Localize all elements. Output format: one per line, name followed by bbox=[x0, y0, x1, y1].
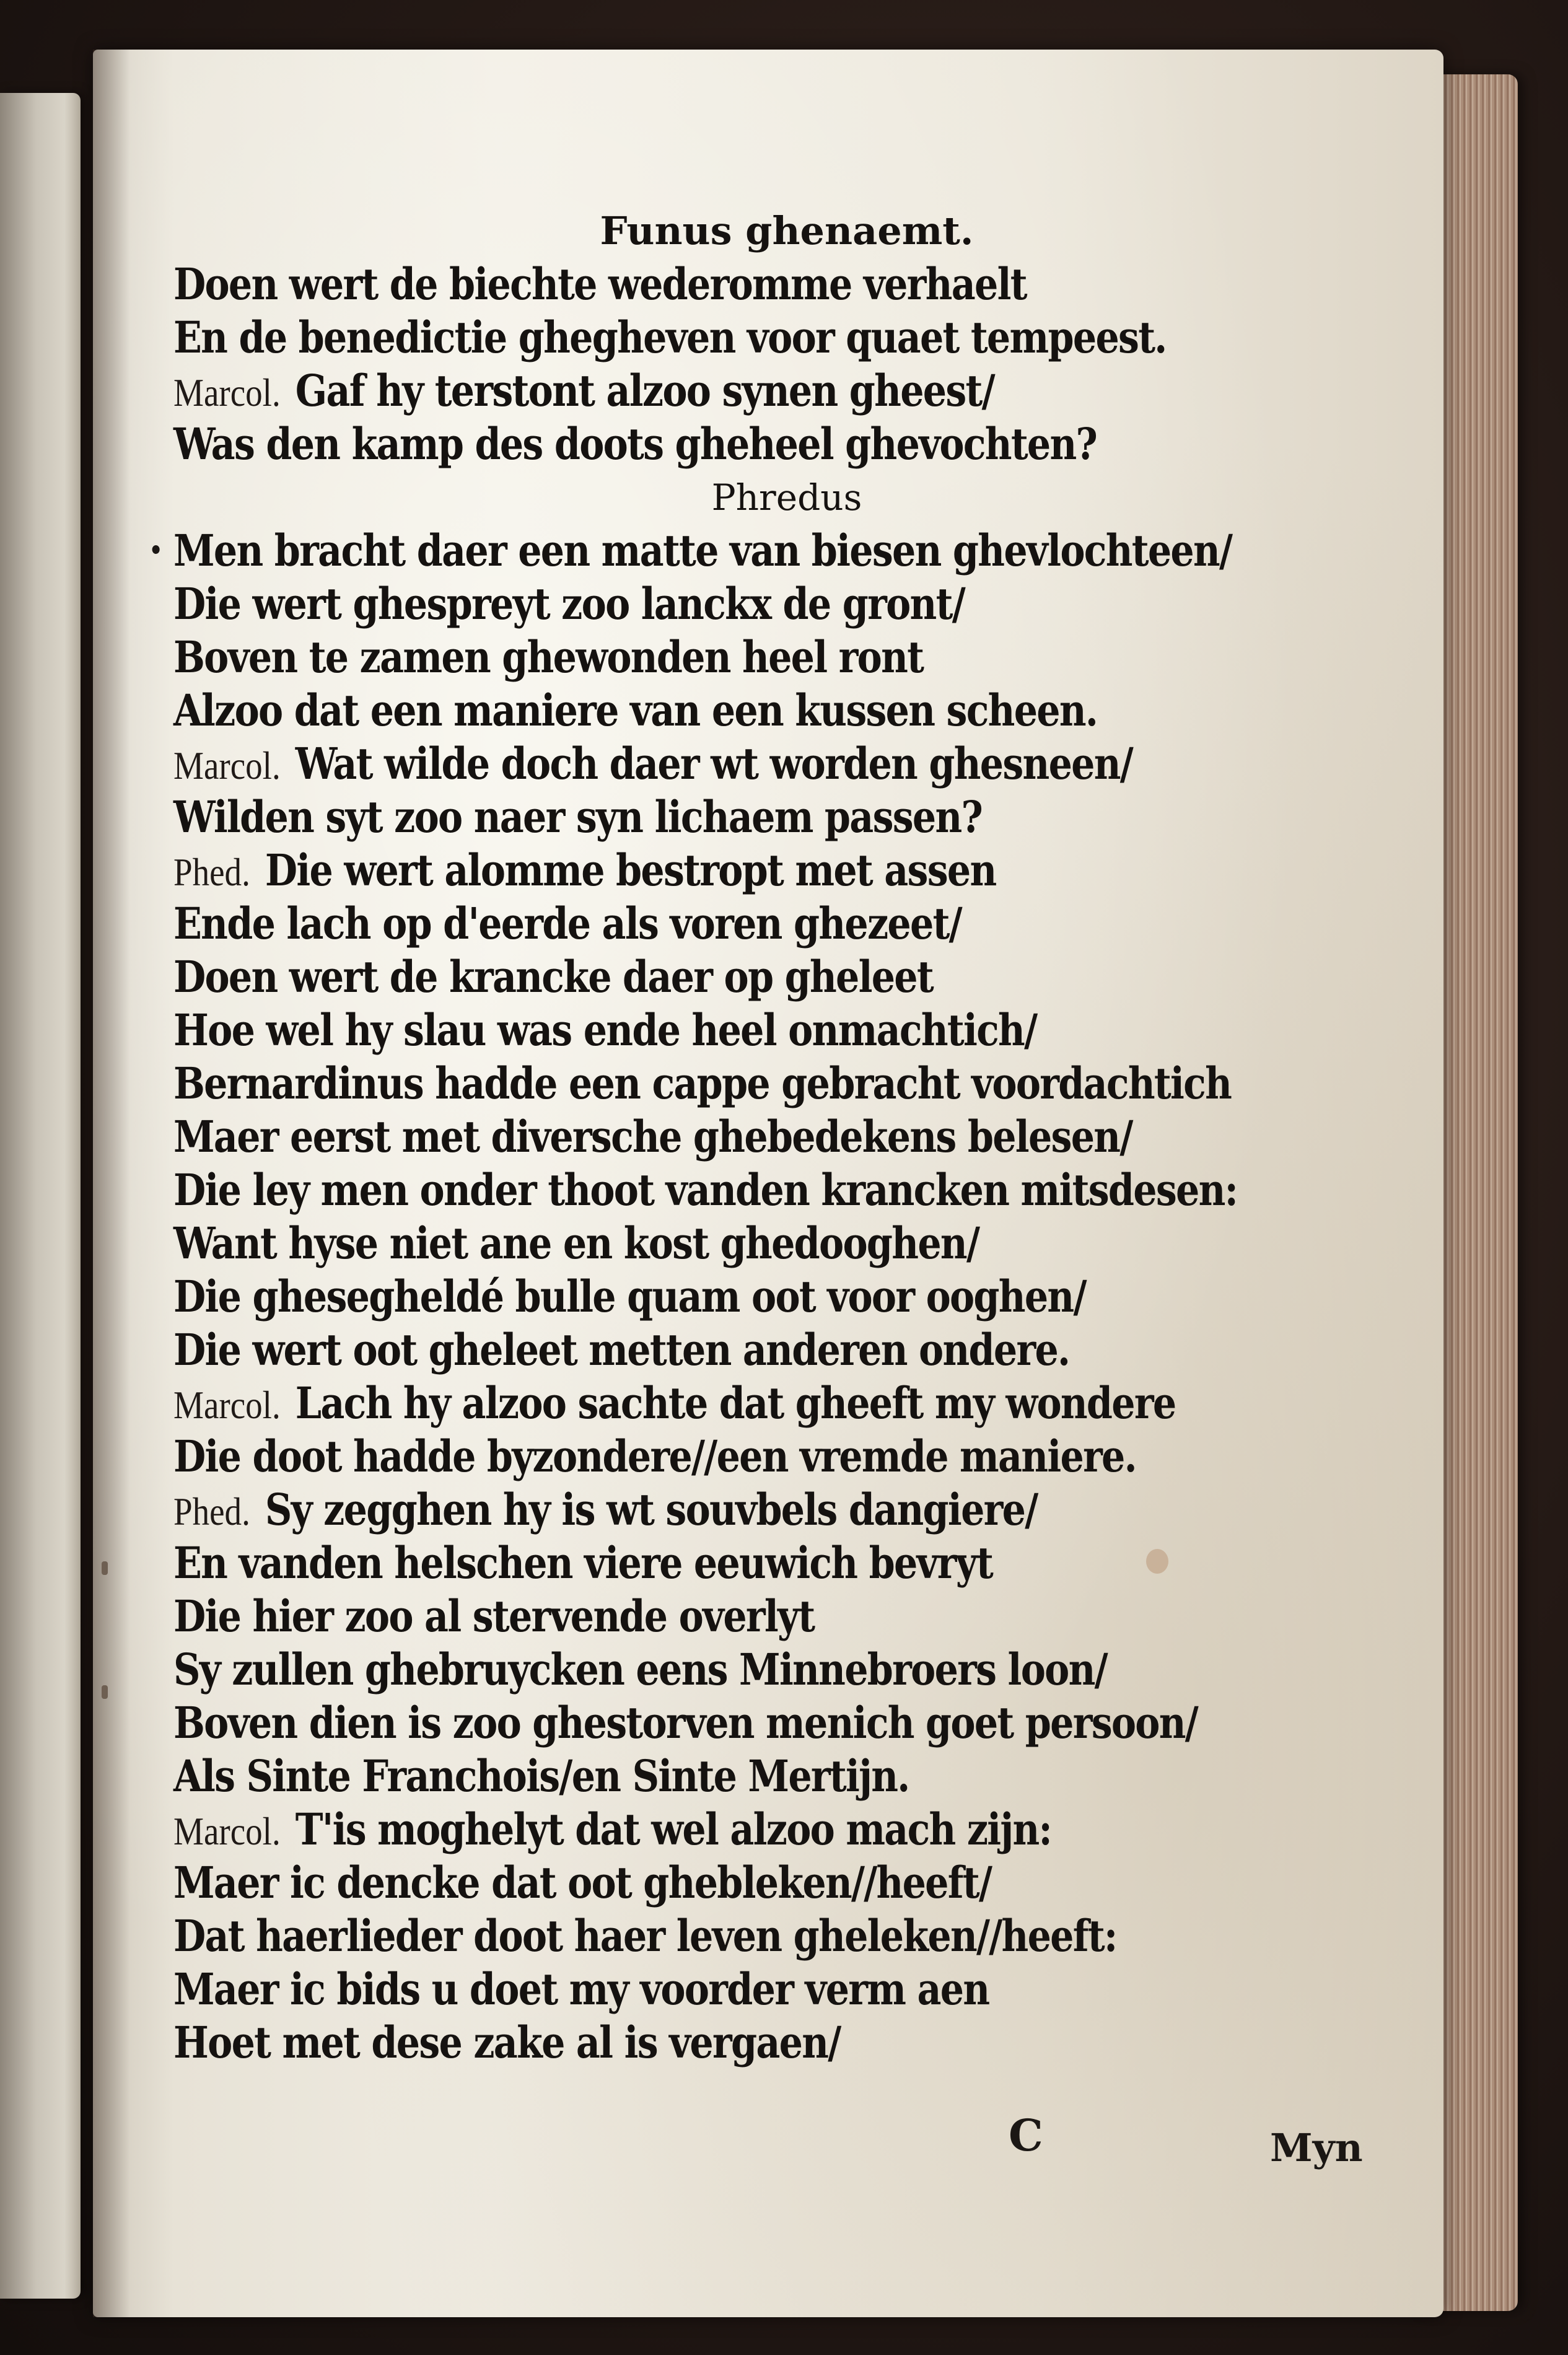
verse-text: Boven dien is zoo ghestorven menich goet persoon/ bbox=[173, 1697, 1198, 1748]
verse-line bbox=[173, 1963, 1229, 2016]
verse-line bbox=[173, 258, 1229, 311]
verse-text: Boven te zamen ghewonden heel ront bbox=[173, 631, 924, 683]
verse-line bbox=[173, 1803, 1229, 1856]
verse-line bbox=[173, 791, 1229, 844]
speaker-label: Marcol. bbox=[173, 1809, 281, 1853]
verse-text: Die ghesegheldé bulle quam oot voor ooghen/ bbox=[173, 1271, 1086, 1322]
verse-line bbox=[173, 2016, 1229, 2069]
verse-text: Bernardinus hadde een cappe gebracht voordachtich bbox=[173, 1058, 1232, 1109]
verse-text: Was den kamp des doots gheheel ghevochten? bbox=[173, 418, 1097, 470]
verse-text: Die ley men onder thoot vanden krancken mitsdesen: bbox=[173, 1164, 1238, 1216]
verse-text: Sy zegghen hy is wt souvbels dangiere/ bbox=[265, 1484, 1038, 1535]
verse-line bbox=[173, 1377, 1229, 1430]
verse-text: Maer ic dencke dat oot ghebleken//heeft/ bbox=[173, 1857, 992, 1908]
verse-text: Dat haerlieder doot haer leven gheleken//heeft: bbox=[173, 1910, 1117, 1962]
verse-line bbox=[173, 1856, 1229, 1910]
verse-text: Doen wert de biechte wederomme verhaelt bbox=[173, 258, 1027, 310]
verse-text: En vanden helschen viere eeuwich bevryt bbox=[173, 1537, 993, 1589]
verse-line bbox=[173, 631, 1229, 684]
verse-text: Die doot hadde byzondere//een vremde maniere. bbox=[173, 1431, 1136, 1482]
verse-line bbox=[173, 418, 1229, 471]
verse-text: Wilden syt zoo naer syn lichaem passen? bbox=[173, 791, 983, 843]
signature-mark: C bbox=[1009, 2110, 1043, 2161]
facing-page-edge bbox=[0, 93, 81, 2299]
speaker-label: Marcol. bbox=[173, 371, 281, 414]
verse-text: En de benedictie ghegheven voor quaet tempeest. bbox=[173, 312, 1167, 363]
verse-line bbox=[173, 1164, 1238, 1217]
verse-line bbox=[173, 844, 1229, 897]
verse-line bbox=[173, 1483, 1229, 1537]
verse-text: Gaf hy terstont alzoo synen gheest/ bbox=[295, 365, 994, 416]
verse-line bbox=[173, 897, 1229, 950]
verse-text: Want hyse niet ane en kost ghedooghen/ bbox=[173, 1217, 979, 1269]
verse-line bbox=[173, 737, 1229, 791]
verse-text: T'is moghelyt dat wel alzoo mach zijn: bbox=[295, 1804, 1052, 1855]
verse-line bbox=[173, 364, 1229, 418]
verse-text: Als Sinte Franchois/en Sinte Mertijn. bbox=[173, 1750, 909, 1802]
verse-text: Alzoo dat een maniere van een kussen scheen. bbox=[173, 685, 1098, 736]
verse-text: Die hier zoo al stervende overlyt bbox=[173, 1590, 815, 1642]
verse-line bbox=[173, 1057, 1232, 1110]
verse-text: Doen wert de krancke daer op gheleet bbox=[173, 951, 933, 1002]
text-block bbox=[173, 204, 1400, 2069]
verse-line bbox=[173, 684, 1229, 737]
verse-text: Hoe wel hy slau was ende heel onmachtich/ bbox=[173, 1004, 1037, 1056]
verse-text: Maer ic bids u doet my voorder verm aen bbox=[173, 1963, 989, 2015]
binding-stitch bbox=[102, 1561, 108, 1575]
verse-line bbox=[173, 1110, 1229, 1164]
book-page bbox=[93, 50, 1443, 2317]
speaker-label: Marcol. bbox=[173, 743, 281, 787]
verse-line bbox=[173, 1004, 1229, 1057]
verse-text: Wat wilde doch daer wt worden ghesneen/ bbox=[295, 738, 1133, 789]
verse-line bbox=[173, 1696, 1229, 1750]
verse-line bbox=[173, 1430, 1229, 1483]
verse-line bbox=[173, 1270, 1229, 1323]
verse-line bbox=[173, 1590, 1229, 1643]
page-gutter bbox=[93, 50, 130, 2317]
verse-line bbox=[173, 311, 1229, 364]
catchword: Myn bbox=[1270, 2125, 1363, 2170]
verse-text: Die wert alomme bestropt met assen bbox=[265, 844, 996, 896]
running-head: Funus ghenaemt. bbox=[600, 208, 974, 253]
verse-line bbox=[173, 1323, 1229, 1377]
verse-text: Phredus bbox=[711, 476, 862, 519]
speaker-label: Phed. bbox=[173, 850, 250, 894]
speaker-label: Phed. bbox=[173, 1489, 250, 1533]
verse-text: Hoet met dese zake al is vergaen/ bbox=[173, 2017, 841, 2068]
speaker-label: Marcol. bbox=[173, 1383, 281, 1427]
verse-line bbox=[173, 524, 1232, 577]
verse-line bbox=[173, 1217, 1229, 1270]
verse-line bbox=[173, 950, 1229, 1004]
speaker-heading bbox=[173, 471, 1400, 524]
verse-text: Lach hy alzoo sachte dat gheeft my wondere bbox=[295, 1377, 1176, 1429]
verse-line bbox=[173, 577, 1229, 631]
bullet-mark bbox=[152, 545, 160, 554]
verse-text: Die wert oot gheleet metten anderen ondere. bbox=[173, 1324, 1070, 1375]
verse-text: Men bracht daer een matte van biesen ghevlochteen/ bbox=[173, 525, 1232, 576]
verse-line bbox=[173, 1537, 1229, 1590]
verse-text: Maer eerst met diversche ghebedekens belesen/ bbox=[173, 1111, 1132, 1162]
binding-stitch bbox=[102, 1685, 108, 1699]
verse-text: Die wert ghespreyt zoo lanckx de gront/ bbox=[173, 578, 965, 629]
verse-line bbox=[173, 1643, 1229, 1696]
verse-line bbox=[173, 1750, 1229, 1803]
verse-text: Sy zullen ghebruycken eens Minnebroers loon/ bbox=[173, 1644, 1107, 1695]
verse-line bbox=[173, 1910, 1229, 1963]
verse-text: Ende lach op d'eerde als voren ghezeet/ bbox=[173, 898, 961, 949]
